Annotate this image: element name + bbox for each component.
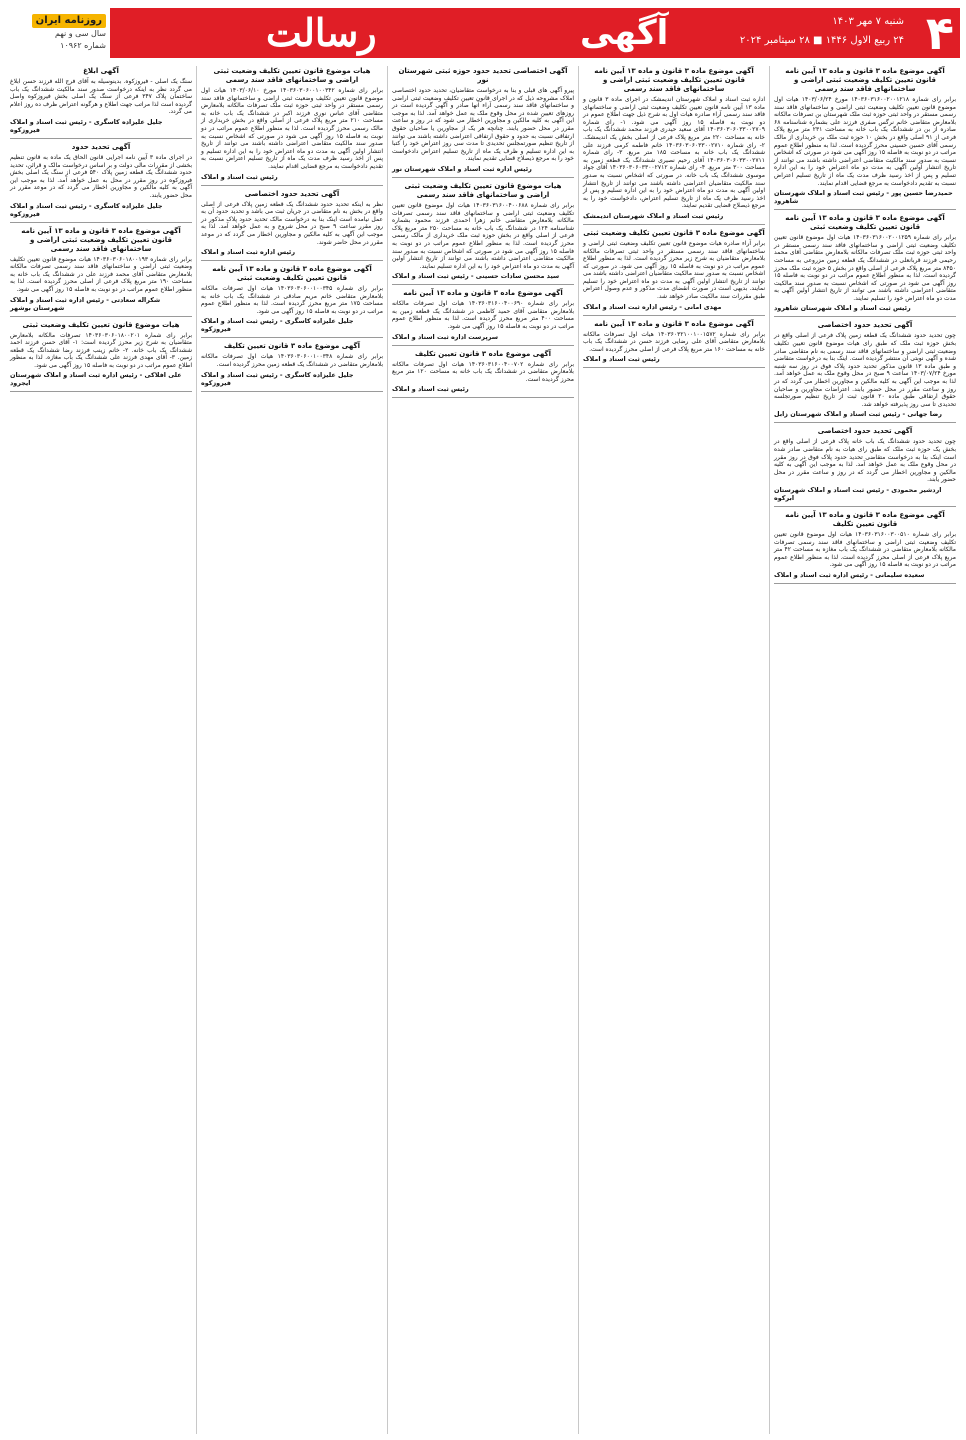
notice-title: آگهی موضوع ماده ۳ قانون و ماده ۱۳ آیین نامه قانون تعیین تکلیف وضعیت ثبتی اراضی و ساختمانهای فاقد سند رسمی: [21, 226, 181, 253]
notice-signature: اردشیر محمودی - رئیس ثبت اسناد و املاک شهرستان ابرکوه: [774, 485, 942, 502]
notice-item: [774, 214, 956, 317]
notice-title: آگهی موضوع ماده ۳ قانون و ماده ۱۳ آیین نامه قانون تعیین تکلیف وضعیت ثبتی اراضی و ساختمانهای فاقد سند رسمی: [594, 67, 754, 93]
notice-title: آگهی موضوع ماده ۳ قانون و ماده ۱۳ آیین نامه قانون تعیین تکلیف: [785, 510, 945, 528]
notice-title: آگهی موضوع ماده ۳ قانون و ماده ۱۳ آیین نامه قانون تعیین تکلیف وضعیت ثبتی: [785, 214, 945, 232]
notice-signature: مهدی امانی - رئیس اداره ثبت اسناد و املاک: [583, 302, 722, 311]
notice-item: [10, 67, 192, 139]
notice-body: برابر رای شماره ۱۴۰۳۶۰۳۱۶۰۰۲۰۰۱۲۵۹ هیات اول موضوع قانون تعیین تکلیف وضعیت ثبتی اراضی و ساختمانهای فاقد سند رسمی مستقر در واحد ثبتی حوزه ثبت ملک تصرفات مالکانه بلامعارض متقاضی آقای محمد رحیمی فرزند قربانعلی در ششدانگ یک قطعه زمین مزروعی به مساحت ۸۴۵۰ متر مربع پلاک فرعی از اصلی واقع در بخش ۵ حوزه ثبت ملک محرز گردیده است. لذا به منظور اطلاع عموم مراتب در دو نوبت به فاصله ۱۵ روز آگهی می شود در صورتی که اشخاص نسبت به صدور سند مالکیت متقاضی اعتراضی داشته باشند می توانند از تاریخ انتشار اولین آگهی به مدت دو ماه اعتراض خود را تسلیم نمایند.: [774, 234, 956, 302]
notice-signature: سعیده سلیمانی - رئیس اداره ثبت اسناد و املاک: [774, 570, 925, 579]
notice-body: برابر رای شماره ۱۴۰۳۶۰۳۰۶۰۱۸۰۰۲۰۱ تصرفات مالکانه بلامعارض متقاضیان به شرح زیر محرز گردیده است: ۱- آقای حسن فرزند احمد ششدانگ یک باب خانه. ۲- خانم زینب فرزند رضا ششدانگ یک قطعه زمین. ۳- آقای مهدی فرزند علی ششدانگ یک باب مغازه. لذا به منظور اطلاع عموم مراتب در دو نوبت به فاصله ۱۵ روز آگهی می شود.: [10, 331, 192, 369]
year-label: سال سی و نهم: [54, 29, 106, 38]
notice-item: [201, 67, 383, 186]
ad-column: [196, 66, 387, 1434]
notice-signature: رئیس ثبت اسناد و املاک: [392, 385, 469, 394]
notice-signature: رئیس اداره ثبت اسناد و املاک شهرستان نور: [392, 164, 532, 173]
notice-item: [774, 67, 956, 210]
notice-item: [392, 67, 574, 178]
ad-column: [769, 66, 960, 1434]
header-red-band: [110, 8, 960, 58]
columns-container: [6, 66, 960, 1434]
notice-title: آگهی تحدید حدود اختصاصی: [817, 321, 913, 330]
notice-signature: سید محسن سادات حسینی - رئیس ثبت اسناد و املاک: [392, 272, 560, 281]
notice-signature: سرپرست اداره ثبت اسناد و املاک: [392, 332, 498, 341]
notice-item: [774, 511, 956, 584]
notice-signature: جلیل علیزاده کاسگری - رئیس ثبت اسناد و املاک فیروزکوه: [10, 201, 163, 218]
masthead-logo: رسالت: [266, 10, 377, 55]
notice-item: [10, 227, 192, 317]
ad-column: [387, 66, 578, 1434]
notice-signature: جلیل علیزاده کاسگری - رئیس ثبت اسناد و املاک فیروزکوه: [201, 317, 354, 334]
notice-signature: رضا جهانی - رئیس ثبت اسناد و املاک شهرستان زابل: [774, 410, 942, 419]
notice-body: در اجرای ماده ۳ آیین نامه اجرایی قانون الحاق یک ماده به قانون تنظیم بخشی از مقررات مالی دولت و بر اساس درخواست مالک و قرائن، تحدید حدود ششدانگ یک قطعه زمین پلاک ۵۴۰ فرعی از سنگ یک اصلی بخش فیروزکوه در روز مقرر در محل به عمل خواهد آمد. لذا به موجب این آگهی به کلیه مالکین و مجاورین اخطار می گردد که در موعد مقرر در محل حضور یابند.: [10, 153, 193, 199]
brand-logo: روزنامه ایران: [32, 14, 106, 28]
notice-body: برابر رای شماره ۱۴۰۳۶۰۳۰۶۰۰۱۰۰۳۴۲ مورخ ۱۴۰۳/۰۶/۱۰ هیات اول موضوع قانون تعیین تکلیف وضعیت ثبتی اراضی و ساختمانهای فاقد سند رسمی مستقر در واحد ثبتی حوزه ثبت ملک تصرفات مالکانه بلامعارض متقاضی آقای عباس نوری فرزند اکبر در ششدانگ یک باب خانه به مساحت ۲۱۰ متر مربع پلاک فرعی از اصلی واقع در بخش خریداری از مالک رسمی محرز گردیده است. لذا به منظور اطلاع عموم مراتب در دو نوبت به فاصله ۱۵ روز آگهی می شود در صورتی که اشخاص نسبت به صدور سند مالکیت متقاضی اعتراضی داشته باشند می توانند از تاریخ انتشار اولین آگهی به مدت دو ماه اعتراض خود را به این اداره تسلیم و پس از اخذ رسید ظرف مدت یک ماه از تاریخ تسلیم اعتراض نسبت به تقدیم دادخواست به مرجع قضایی اقدام نمایند.: [201, 87, 384, 170]
notice-item: [774, 321, 956, 423]
publication-info: [6, 8, 106, 58]
section-title: آگهی: [580, 13, 669, 53]
notice-title: آگهی اختصاصی تحدید حدود حوزه ثبتی شهرستان نور: [398, 67, 568, 84]
notice-title: هیات موضوع قانون تعیین تکلیف وضعیت ثبتی: [22, 320, 180, 329]
notice-body: برابر رای شماره ۱۴۰۳۶۰۳۰۶۰۰۱۰۰۳۴۸ هیات اول تصرفات مالکانه بلامعارض متقاضی در ششدانگ یک قطعه زمین محرز گردیده است.: [201, 353, 383, 369]
notice-title: آگهی موضوع ماده ۳ قانون و ماده ۱۳ آیین نامه: [594, 319, 754, 328]
notice-item: [583, 229, 765, 316]
notice-body: چون تحدید حدود ششدانگ یک قطعه زمین پلاک فرعی از اصلی واقع در بخش حوزه ثبت ملک که طبق رای هیات موضوع قانون تعیین تکلیف وضعیت ثبتی اراضی و ساختمانهای فاقد سند رسمی به نام متقاضی صادر شده و آگهی نوبتی آن منتشر گردیده است. اینک بنا به درخواست متقاضی و طبق ماده ۱۳ قانون مذکور تحدید حدود پلاک فوق در روز سه شنبه مورخ ۱۴۰۳/۰۷/۲۴ ساعت ۹ صبح در محل وقوع ملک به عمل خواهد آمد. لذا به موجب این آگهی به کلیه مالکین و مجاورین اخطار می گردد که در روز و ساعت مقرر در محل حضور یابند. اعتراضات مجاورین و صاحبان حقوق ارتفاقی طبق ماده ۲۰ قانون ثبت از تاریخ تنظیم صورتجلسه تحدیدی تا سی روز پذیرفته خواهد شد.: [774, 332, 956, 408]
notice-item: [583, 67, 765, 225]
notice-body: اداره ثبت اسناد و املاک شهرستان اندیمشک در اجرای ماده ۳ قانون و ماده ۱۳ آیین نامه قانون تعیین تکلیف وضعیت ثبتی اراضی و ساختمانهای فاقد سند رسمی آراء صادره هیات اول به شرح ذیل جهت اطلاع عموم در دو نوبت به فاصله ۱۵ روز آگهی می شود. ۱- رای شماره ۱۴۰۳۶۰۳۰۶۰۳۳۰۰۲۷۰۹ آقای سعید حیدری فرزند محمد ششدانگ یک باب خانه به مساحت ۲۲۰ متر مربع پلاک فرعی از اصلی بخش یک اندیمشک. ۲- رای شماره ۱۴۰۳۶۰۳۰۶۰۳۳۰۰۲۷۱۰ خانم فاطمه کرمی فرزند علی ششدانگ یک باب خانه به مساحت ۱۸۵ متر مربع. ۳- رای شماره ۱۴۰۳۶۰۳۰۶۰۳۳۰۰۲۷۱۱ آقای رحیم نصیری ششدانگ یک قطعه زمین به مساحت ۳۰۰ متر مربع. ۴- رای شماره ۱۴۰۳۶۰۳۰۶۰۳۳۰۰۲۷۱۲ آقای جواد موسوی ششدانگ یک باب خانه. در صورتی که اشخاص نسبت به صدور سند مالکیت متقاضیان اعتراضی داشته باشند می توانند از تاریخ انتشار اولین آگهی به مدت دو ماه اعتراض خود را به این اداره تسلیم و پس از اخذ رسید ظرف یک ماه از تاریخ تسلیم اعتراض، دادخواست خود را به مرجع ذیصلاح قضایی تقدیم نمایند.: [583, 96, 766, 210]
notice-body: برابر رای شماره ۱۴۰۳۶۰۳۱۶۰۰۴۰۰۶۹۰ هیات اول تصرفات مالکانه بلامعارض متقاضی آقای حمید کاظمی در ششدانگ یک قطعه زمین به مساحت ۴۰۰ متر مربع محرز گردیده است. لذا به منظور اطلاع عموم مراتب در دو نوبت به فاصله ۱۵ روز آگهی می شود.: [392, 300, 575, 331]
notice-body: برابر رای شماره ۱۴۰۳۶۰۳۰۶۰۰۱۰۰۳۴۵ هیات اول تصرفات مالکانه بلامعارض متقاضی خانم مریم صادقی در ششدانگ یک باب خانه به مساحت ۱۷۵ متر مربع محرز گردیده است. لذا به منظور اطلاع عموم مراتب در دو نوبت به فاصله ۱۵ روز آگهی می شود.: [201, 285, 384, 315]
notice-signature: حمیدرضا حسین پور - رئیس ثبت اسناد و املاک شهرستان شاهرود: [774, 189, 953, 206]
notice-item: [201, 265, 383, 338]
notice-title: آگهی موضوع ماده ۳ قانون تعیین تکلیف وضعیت ثبتی: [583, 228, 765, 237]
notice-body: برابر رای شماره ۱۴۰۳۶۰۳۱۶۰۰۲۰۰۱۲۱۸ مورخ ۱۴۰۳/۰۶/۲۴ هیات اول موضوع قانون تعیین تکلیف وضعیت ثبتی اراضی و ساختمانهای فاقد سند رسمی مستقر در واحد ثبتی حوزه ثبت ملک شهرستان بن تصرفات مالکانه بلامعارض متقاضی خانم نرگس صفری فرزند علی بشماره شناسنامه ۶۸ صادره از بن در ششدانگ یک باب خانه به مساحت ۲۳۱ متر مربع پلاک فرعی از ۹۱ اصلی واقع در بخش ۱۰ حوزه ثبت ملک بن خریداری از مالک رسمی آقای حسین حسینی محرز گردیده است. لذا به منظور اطلاع عموم مراتب در دو نوبت به فاصله ۱۵ روز آگهی می شود در صورتی که اشخاص نسبت به صدور سند مالکیت متقاضی اعتراضی داشته باشند می توانند از تاریخ انتشار اولین آگهی به مدت دو ماه اعتراض خود را به این اداره تسلیم و پس از اخذ رسید ظرف مدت یک ماه از تاریخ تسلیم اعتراض نسبت به تقدیم دادخواست به مرجع قضایی اقدام نمایند.: [773, 96, 956, 187]
notice-title: آگهی موضوع ماده ۳ قانون تعیین تکلیف: [415, 349, 551, 358]
notice-title: آگهی موضوع ماده ۳ قانون تعیین تکلیف: [224, 342, 360, 351]
notice-signature: رئیس ثبت اسناد و املاک شهرستان اندیمشک: [583, 211, 724, 220]
notice-item: [201, 342, 383, 391]
notice-signature: رئیس ثبت اسناد و املاک: [201, 172, 278, 181]
notice-body: نظر به اینکه تحدید حدود ششدانگ یک قطعه زمین پلاک فرعی از اصلی واقع در بخش به نام متقاضی در جریان ثبت می باشد و تحدید حدود آن به عمل نیامده است اینک بنا به درخواست مالک تحدید حدود پلاک مذکور در روز مقرر ساعت ۹ صبح در محل شروع و به عمل خواهد آمد. لذا به موجب این آگهی به کلیه مالکین و مجاورین اخطار می گردد که در موعد مقرر در محل حاضر شوند.: [201, 200, 383, 246]
date-persian: شنبه ۷ مهر ۱۴۰۳: [832, 16, 904, 27]
notice-signature: شکراله سعادتی - رئیس اداره ثبت اسناد و املاک شهرستان بوشهر: [10, 295, 161, 312]
notice-body: برابر رای شماره ۱۴۰۳۶۰۳۲۱۰۰۱۰۰۱۵۷۲ هیات اول تصرفات مالکانه بلامعارض متقاضی آقای علی رضایی فرزند حسن در ششدانگ یک باب خانه به مساحت ۱۶۰ متر مربع پلاک فرعی از اصلی محرز گردیده است.: [583, 330, 765, 353]
notice-body: برابر رای شماره ۱۴۰۳۶۰۳۰۶۰۱۸۰۰۱۹۳ هیات موضوع قانون تعیین تکلیف وضعیت ثبتی اراضی و ساختمانهای فاقد سند رسمی تصرفات مالکانه بلامعارض متقاضی آقای محمد فرزند علی در ششدانگ یک باب خانه به مساحت ۱۹۰ متر مربع پلاک فرعی از اصلی محرز گردیده است. لذا به منظور اطلاع عموم مراتب در دو نوبت به فاصله ۱۵ روز آگهی می شود.: [10, 255, 192, 293]
notice-signature: جلیل علیزاده کاسگری - رئیس ثبت اسناد و املاک فیروزکوه: [10, 117, 163, 134]
notice-item: [201, 190, 383, 262]
issue-label: شماره ۱۰۹۶۲: [60, 41, 106, 50]
notice-signature: رئیس ثبت اسناد و املاک شهرستان شاهرود: [774, 304, 911, 313]
notice-title: آگهی موضوع ماده ۳ قانون و ماده ۱۳ آیین نامه قانون تعیین تکلیف وضعیت ثبتی اراضی و ساختمانهای فاقد سند رسمی: [785, 67, 945, 93]
notice-body: برابر آراء صادره هیات موضوع قانون تعیین تکلیف وضعیت ثبتی اراضی و ساختمانهای فاقد سند رسمی مستقر در واحد ثبتی تصرفات مالکانه بلامعارض متقاضیان به شرح زیر محرز گردیده است. لذا به منظور اطلاع عموم مراتب در دو نوبت به فاصله ۱۵ روز آگهی می شود. در صورتی که اشخاص نسبت به صدور سند مالکیت متقاضیان اعتراضی داشته باشند می توانند از تاریخ انتشار اولین آگهی به مدت دو ماه اعتراض خود را تسلیم نمایند. بدیهی است در صورت انقضای مدت مذکور و عدم وصول اعتراض طبق مقررات سند مالکیت صادر خواهد شد.: [583, 239, 765, 301]
notice-item: [392, 289, 574, 345]
notice-signature: جلیل علیزاده کاسگری - رئیس ثبت اسناد و املاک فیروزکوه: [201, 370, 354, 387]
ad-column: [578, 66, 769, 1434]
date-box: [734, 12, 904, 50]
notice-item: [774, 427, 956, 507]
notice-title: آگهی ابلاغ: [83, 67, 119, 75]
notice-signature: رئیس اداره ثبت اسناد و املاک: [201, 248, 296, 257]
notice-title: آگهی تحدید حدود اختصاصی: [244, 189, 340, 198]
notice-body: پیرو آگهی های قبلی و بنا به درخواست متقاضیان، تحدید حدود اختصاصی املاک مشروحه ذیل که در اجرای قانون تعیین تکلیف وضعیت ثبتی اراضی و ساختمانهای فاقد سند رسمی آراء آنها صادر و آگهی گردیده است در روزهای تعیین شده در محل وقوع ملک به عمل خواهد آمد. لذا به موجب این آگهی به کلیه مالکین و مجاورین اخطار می شود که در روز و ساعت مقرر در محل حضور یابند. چنانچه هر یک از مجاورین یا صاحبان حقوق ارتفاقی نسبت به حدود و حقوق ارتفاقی اعتراضی داشته باشند می توانند از تاریخ تنظیم صورتمجلس تحدیدی تا مدت سی روز اعتراض خود را کتبا به این اداره تسلیم و ظرف یک ماه از تاریخ تسلیم اعتراض دادخواست خود را به مرجع ذیصلاح قضایی تقدیم نمایند.: [392, 87, 574, 163]
notice-signature: رئیس ثبت اسناد و املاک: [583, 355, 660, 364]
notice-signature: علی افلاکی - رئیس اداره ثبت اسناد و املاک شهرستان ایجرود: [10, 371, 182, 388]
notice-item: [10, 143, 192, 223]
notice-item: [392, 350, 574, 399]
page-header: [6, 8, 960, 58]
notice-body: سنگ یک اصلی - فیروزکوه. بدینوسیله به آقای فرج الله فرزند حسن ابلاغ می گردد نظر به اینکه درخواست صدور سند مالکیت ششدانگ یک باب ساختمان پلاک ۳۴۷ فرعی از سنگ یک اصلی بخش فیروزکوه واصل گردیده است لذا مراتب جهت اطلاع و هرگونه اعتراض ظرف ده روز اعلام می گردد.: [10, 78, 193, 116]
ad-column: [6, 66, 196, 1434]
notice-title: آگهی تحدید حدود اختصاصی: [817, 427, 913, 436]
date-hijri-gregorian: ۲۴ ربیع الاول ۱۴۴۶ ■ ۲۸ سپتامبر ۲۰۲۴: [739, 35, 904, 46]
notice-title: آگهی موضوع ماده ۳ قانون و ماده ۱۳ آیین نامه قانون تعیین تکلیف وضعیت ثبتی: [212, 265, 372, 283]
notice-title: هیات موضوع قانون تعیین تکلیف وضعیت ثبتی اراضی و ساختمانهای فاقد سند رسمی: [213, 67, 371, 84]
notice-item: [10, 321, 192, 393]
page-number: ۴: [925, 6, 954, 60]
notice-title: آگهی تحدید حدود: [71, 142, 131, 151]
notice-body: چون تحدید حدود ششدانگ یک باب خانه پلاک فرعی از اصلی واقع در بخش یک حوزه ثبت ملک که طبق رای هیات به نام متقاضی صادر شده است اینک بنا به درخواست متقاضی تحدید حدود پلاک فوق در روز مقرر در محل وقوع ملک به عمل خواهد آمد. لذا به موجب این آگهی به کلیه مالکین و مجاورین اخطار می گردد که در روز و ساعت مقرر در محل حضور یابند.: [774, 438, 956, 484]
notice-item: [583, 320, 765, 369]
notice-body: برابر رای شماره ۱۴۰۳۶۰۳۱۶۰۰۴۰۰۷۰۲ هیات اول تصرفات مالکانه بلامعارض متقاضی در ششدانگ یک باب خانه به مساحت ۱۲۰ متر مربع محرز گردیده است.: [392, 360, 574, 383]
notice-title: هیات موضوع قانون تعیین تکلیف وضعیت ثبتی اراضی و ساختمانهای فاقد سند رسمی: [404, 181, 562, 199]
notice-body: برابر رای شماره ۱۴۰۳۶۰۳۱۶۰۰۳۰۰۵۱۰ هیات اول موضوع قانون تعیین تکلیف وضعیت ثبتی اراضی و ساختمانهای فاقد سند رسمی تصرفات مالکانه بلامعارض متقاضی در ششدانگ یک باب مغازه به مساحت ۴۲ متر مربع پلاک فرعی از اصلی محرز گردیده است. لذا به منظور اطلاع عموم مراتب در دو نوبت به فاصله ۱۵ روز آگهی می شود.: [774, 530, 956, 569]
notice-item: [392, 182, 574, 285]
notice-title: آگهی موضوع ماده ۳ قانون و ماده ۱۳ آیین نامه: [403, 289, 563, 298]
notice-body: برابر رای شماره ۱۴۰۳۶۰۳۱۶۰۰۴۰۰۶۸۸ هیات اول موضوع قانون تعیین تکلیف وضعیت ثبتی اراضی و ساختمانهای فاقد سند رسمی تصرفات مالکانه بلامعارض متقاضی خانم زهرا احمدی فرزند محمود بشماره شناسنامه ۱۲۴ در ششدانگ یک باب خانه به مساحت ۲۵۰ متر مربع پلاک فرعی از اصلی واقع در بخش حوزه ثبت ملک خریداری از مالک رسمی محرز گردیده است. لذا به منظور اطلاع عموم مراتب در دو نوبت به فاصله ۱۵ روز آگهی می شود در صورتی که اشخاص نسبت به صدور سند مالکیت متقاضی اعتراضی داشته باشند می توانند از تاریخ انتشار اولین آگهی به مدت دو ماه اعتراض خود را به این اداره تسلیم نمایند.: [392, 201, 574, 270]
